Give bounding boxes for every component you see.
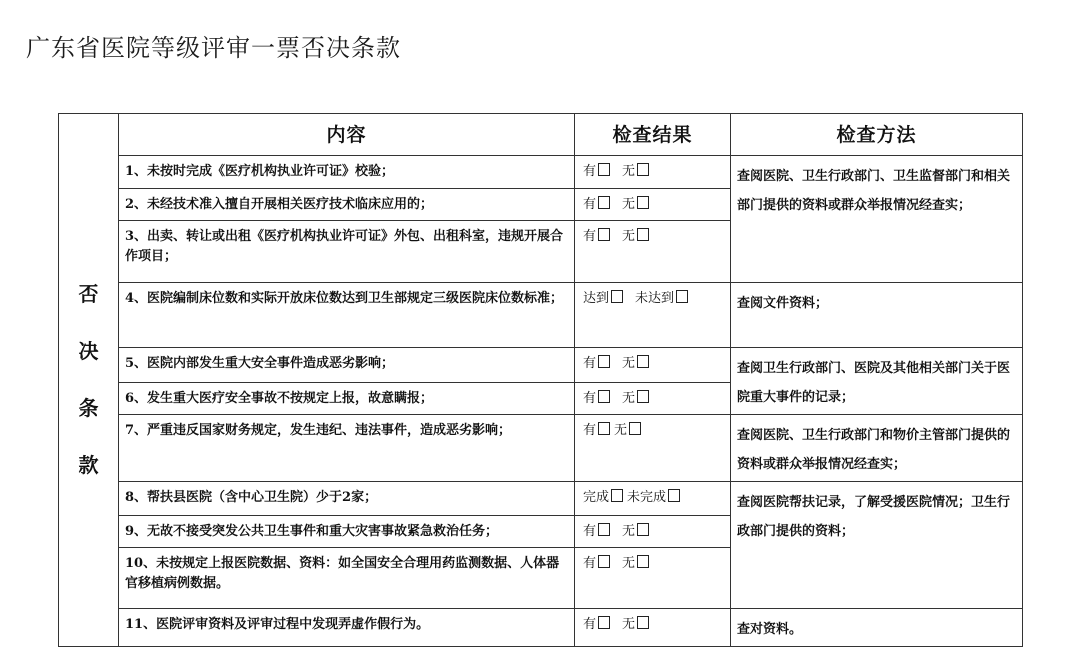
checkbox-icon[interactable] [668, 489, 680, 502]
checkbox-icon[interactable] [637, 390, 649, 403]
checkbox-icon[interactable] [598, 228, 610, 241]
side-label-cell [59, 114, 119, 647]
result-cell [575, 516, 731, 548]
option-label: 有 [583, 423, 597, 438]
checkbox-icon[interactable] [676, 290, 688, 303]
checkbox-icon[interactable] [598, 523, 610, 536]
option-label: 无 [614, 423, 628, 438]
checkbox-icon[interactable] [637, 163, 649, 176]
option-label: 有 [583, 524, 597, 539]
option-label: 未达到 [635, 291, 675, 306]
table-row [59, 415, 1023, 482]
table-row [59, 609, 1023, 647]
checkbox-icon[interactable] [637, 523, 649, 536]
checkbox-icon[interactable] [598, 163, 610, 176]
table-row [59, 482, 1023, 516]
checkbox-icon[interactable] [598, 616, 610, 629]
result-cell [575, 548, 731, 609]
result-cell [575, 482, 731, 516]
option-label: 未完成 [627, 490, 667, 505]
method-cell: 查阅医院、卫生行政部门和物价主管部门提供的资料或群众举报情况经查实； [731, 415, 1023, 482]
method-cell: 查对资料。 [731, 609, 1023, 647]
option-label: 无 [622, 356, 636, 371]
side-label: 否决条款 [78, 282, 99, 477]
method-cell: 查阅卫生行政部门、医院及其他相关部门关于医院重大事件的记录； [731, 348, 1023, 415]
result-cell [575, 156, 731, 189]
checkbox-icon[interactable] [637, 616, 649, 629]
option-label: 达到 [583, 291, 610, 306]
option-label: 有 [583, 556, 597, 571]
checkbox-icon[interactable] [637, 196, 649, 209]
header-content: 内容 [119, 114, 575, 156]
content-cell: 5、医院内部发生重大安全事件造成恶劣影响； [119, 348, 575, 383]
checkbox-icon[interactable] [629, 422, 641, 435]
option-label: 完成 [583, 490, 610, 505]
result-cell [575, 221, 731, 283]
option-label: 无 [622, 556, 636, 571]
method-cell: 查阅医院帮扶记录，了解受援医院情况；卫生行政部门提供的资料； [731, 482, 1023, 609]
option-label: 无 [622, 229, 636, 244]
content-cell: 10、未按规定上报医院数据、资料：如全国安全合理用药监测数据、人体器官移植病例数据。 [119, 548, 575, 609]
content-cell: 9、无故不接受突发公共卫生事件和重大灾害事故紧急救治任务； [119, 516, 575, 548]
method-cell: 查阅文件资料； [731, 283, 1023, 348]
checkbox-icon[interactable] [637, 355, 649, 368]
result-cell [575, 348, 731, 383]
option-label: 无 [622, 524, 636, 539]
checkbox-icon[interactable] [598, 555, 610, 568]
checkbox-icon[interactable] [598, 196, 610, 209]
option-label: 有 [583, 197, 597, 212]
checkbox-icon[interactable] [611, 290, 623, 303]
checkbox-icon[interactable] [637, 228, 649, 241]
option-label: 无 [622, 617, 636, 632]
table-row [59, 156, 1023, 189]
document-title: 广东省医院等级评审一票否决条款 [26, 34, 401, 62]
option-label: 有 [583, 356, 597, 371]
result-cell [575, 283, 731, 348]
header-result: 检查结果 [575, 114, 731, 156]
option-label: 无 [622, 390, 636, 406]
table-row [59, 348, 1023, 383]
content-cell: 8、帮扶县医院（含中心卫生院）少于2家； [119, 482, 575, 516]
content-cell: 6、发生重大医疗安全事故不按规定上报，故意瞒报； [119, 382, 575, 415]
option-label: 有 [583, 164, 597, 179]
option-label: 有 [583, 229, 597, 244]
checkbox-icon[interactable] [598, 422, 610, 435]
checkbox-icon[interactable] [637, 555, 649, 568]
veto-clauses-table [58, 113, 1023, 647]
header-row [59, 114, 1023, 156]
option-label: 有 [583, 390, 597, 406]
table-row [59, 283, 1023, 348]
checkbox-icon[interactable] [611, 489, 623, 502]
content-cell: 1、未按时完成《医疗机构执业许可证》校验； [119, 156, 575, 189]
result-cell [575, 189, 731, 221]
content-cell: 2、未经技术准入擅自开展相关医疗技术临床应用的； [119, 189, 575, 221]
option-label: 有 [583, 617, 597, 632]
result-cell [575, 415, 731, 482]
header-method: 检查方法 [731, 114, 1023, 156]
method-cell: 查阅医院、卫生行政部门、卫生监督部门和相关部门提供的资料或群众举报情况经查实； [731, 156, 1023, 283]
option-label: 无 [622, 197, 636, 212]
content-cell: 7、严重违反国家财务规定，发生违纪、违法事件，造成恶劣影响； [119, 415, 575, 482]
checkbox-icon[interactable] [598, 355, 610, 368]
option-label: 无 [622, 164, 636, 179]
result-cell [575, 382, 731, 415]
content-cell: 3、出卖、转让或出租《医疗机构执业许可证》外包、出租科室，违规开展合作项目； [119, 221, 575, 283]
result-cell [575, 609, 731, 647]
checkbox-icon[interactable] [598, 390, 610, 403]
content-cell: 11、医院评审资料及评审过程中发现弄虚作假行为。 [119, 609, 575, 647]
content-cell: 4、医院编制床位数和实际开放床位数达到卫生部规定三级医院床位数标准； [119, 283, 575, 348]
